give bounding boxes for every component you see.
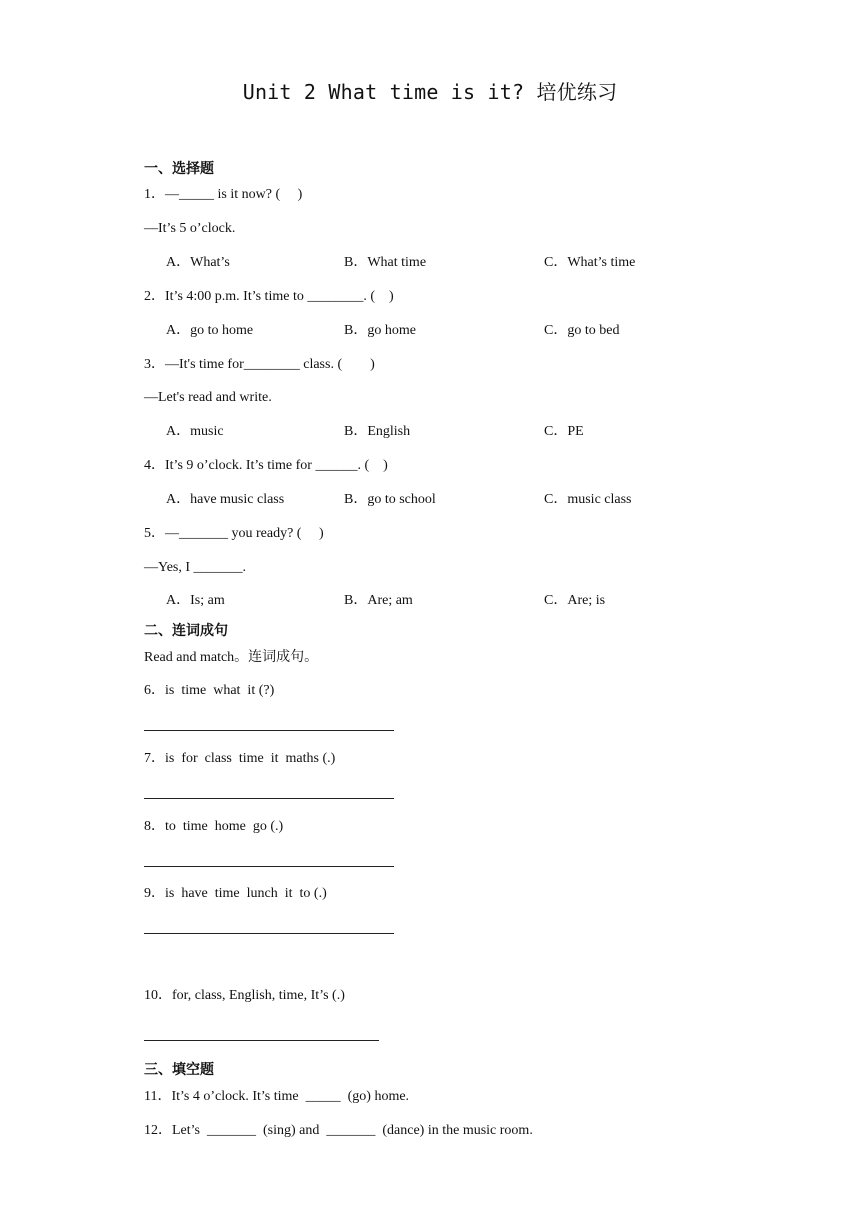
question-8-answer-line[interactable] [144, 866, 394, 867]
question-1-stem: 1．—_____ is it now? ( ) [144, 187, 303, 202]
question-1-reply: —It’s 5 o’clock. [144, 221, 236, 236]
question-3-option-a[interactable]: A．music [166, 424, 224, 439]
question-10-words: 10．for, class, English, time, It’s (.) [144, 988, 345, 1003]
section-heading-sentence-building: 二、连词成句 [144, 623, 228, 639]
question-4-option-b[interactable]: B．go to school [344, 492, 436, 507]
question-7-answer-line[interactable] [144, 798, 394, 799]
question-2-option-c[interactable]: C．go to bed [544, 323, 620, 338]
question-3-option-c[interactable]: C．PE [544, 424, 584, 439]
question-6-words: 6．is time what it (?) [144, 683, 275, 698]
question-5-option-a[interactable]: A．Is; am [166, 593, 225, 608]
question-2-stem: 2．It’s 4:00 p.m. It’s time to ________. ( ) [144, 289, 394, 304]
question-12-text: 12．Let’s _______ (sing) and _______ (dance) in the music room. [144, 1123, 533, 1138]
question-5-option-c[interactable]: C．Are; is [544, 593, 606, 608]
question-7-words: 7．is for class time it maths (.) [144, 751, 336, 766]
question-4-option-a[interactable]: A．have music class [166, 492, 285, 507]
question-5-option-b[interactable]: B．Are; am [344, 593, 413, 608]
question-5-stem: 5．—_______ you ready? ( ) [144, 526, 324, 541]
question-3-reply: —Let's read and write. [144, 390, 272, 405]
question-3-stem: 3．—It's time for________ class. ( ) [144, 357, 375, 372]
question-11-text: 11．It’s 4 o’clock. It’s time _____ (go) home. [144, 1089, 410, 1104]
question-9-answer-line[interactable] [144, 933, 394, 934]
section-heading-fill-blank: 三、填空题 [144, 1062, 214, 1078]
question-9-words: 9．is have time lunch it to (.) [144, 886, 327, 901]
question-10-answer-line[interactable] [144, 1040, 379, 1041]
section-heading-choice: 一、选择题 [144, 161, 214, 177]
page-title: Unit 2 What time is it? 培优练习 [242, 80, 618, 104]
question-8-words: 8．to time home go (.) [144, 819, 284, 834]
question-1-option-b[interactable]: B．What time [344, 255, 427, 270]
question-1-option-a[interactable]: A．What’s [166, 255, 230, 270]
question-1-option-c[interactable]: C．What’s time [544, 255, 636, 270]
section-2-instruction: Read and match。连词成句。 [144, 650, 319, 665]
question-5-reply: —Yes, I _______. [144, 560, 247, 575]
question-6-answer-line[interactable] [144, 730, 394, 731]
question-4-option-c[interactable]: C．music class [544, 492, 632, 507]
question-4-stem: 4．It’s 9 o’clock. It’s time for ______. ( ) [144, 458, 388, 473]
question-3-option-b[interactable]: B．English [344, 424, 411, 439]
question-2-option-b[interactable]: B．go home [344, 323, 416, 338]
question-2-option-a[interactable]: A．go to home [166, 323, 254, 338]
